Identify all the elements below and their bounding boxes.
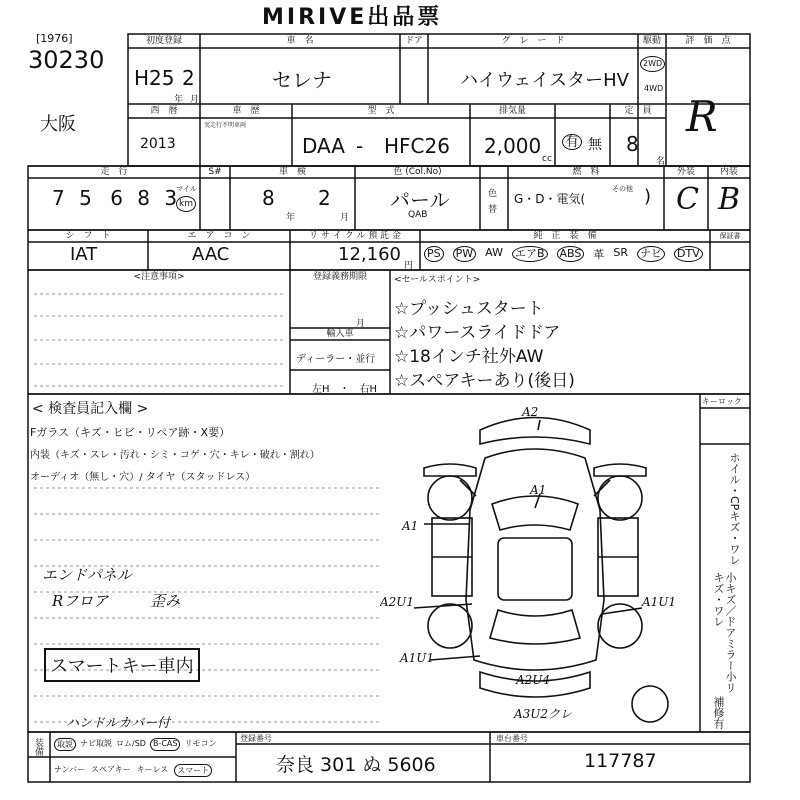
equip-airbag: エアB <box>512 246 548 262</box>
reg-number: 奈良 301 ぬ 5606 <box>276 754 436 776</box>
capacity-value: 8 <box>626 132 639 156</box>
equip-aw: AW <box>485 246 503 259</box>
damage-mark: A2U1 <box>380 595 415 609</box>
footer-equip-label: 装備 <box>33 738 43 756</box>
model-code: HFC26 <box>384 134 450 158</box>
mileage-label: 走 行 <box>100 167 128 177</box>
model-dash: - <box>356 134 364 158</box>
smartkey-note: スマートキー車内 <box>44 648 200 682</box>
footer-equip-item: ナビ取説 <box>80 739 112 748</box>
first-reg-era: H25 <box>134 66 175 90</box>
recycle-value: 12,160 <box>338 244 401 265</box>
inspector-line: Fガラス（キズ・ヒビ・リペア跡・X要） <box>30 426 231 439</box>
lot-location: 大阪 <box>40 114 76 135</box>
first-reg-tsuki: 月 <box>190 95 200 105</box>
shift-label: シ フ ト <box>65 231 111 241</box>
ac-value: AAC <box>192 244 230 265</box>
color-code: QAB <box>408 210 428 220</box>
footer-equip-item: B-CAS <box>150 738 181 751</box>
score-value: R <box>686 92 718 141</box>
ext-grade: C <box>676 182 699 217</box>
capacity-unit: 名 <box>656 157 666 167</box>
repaint-label: 色替 <box>488 189 498 215</box>
mileage-digit: 8 <box>137 186 153 210</box>
color-value: パール <box>390 188 450 212</box>
model-year: 2013 <box>140 136 176 152</box>
fuel-other: その他 <box>612 185 633 193</box>
damage-mark: A1U1 <box>400 651 435 665</box>
equip-sr: SR <box>613 246 629 259</box>
mileage-digits <box>52 186 179 210</box>
handwritten-note: エンドパネル <box>42 566 132 584</box>
lot-year: [1976] <box>36 32 73 45</box>
drive-2wd: 2WD <box>640 56 665 72</box>
car-damage-diagram <box>380 400 690 730</box>
inspection-nen: 年 <box>286 213 296 223</box>
color-label: 色 (Col.No) <box>393 167 442 177</box>
sales-point: ☆パワースライドドア <box>394 323 561 343</box>
damage-mark: A1U1 <box>642 595 677 609</box>
damage-mark: A2 <box>522 405 539 419</box>
expiry-month: 月 <box>356 319 366 329</box>
mileage-mile: マイル <box>176 185 197 193</box>
footer-equip-item: ロム/SD <box>116 739 146 748</box>
year-label: 西 暦 <box>150 106 178 116</box>
footer-equip-row2 <box>54 764 212 777</box>
model-label: 型 式 <box>367 106 395 116</box>
attention-label: <注意事項> <box>133 272 185 282</box>
sidebar-text: ホイル・CPキズ・ワレ <box>728 452 741 566</box>
footer-equip-item: リモコン <box>184 739 217 748</box>
sidebar-text: 補修有 <box>712 696 725 729</box>
door-label: ドア <box>405 36 423 46</box>
footer-equip-item: スペアキー <box>91 765 131 774</box>
car-name-label: 車 名 <box>286 36 314 46</box>
warranty-label: 保証書 <box>719 232 741 240</box>
handle-side: 左H ・ 右H <box>312 384 378 395</box>
inspector-line: オーディオ（無し・穴）/ タイヤ（スタッドレス） <box>30 472 256 483</box>
sales-point: ☆18インチ社外AW <box>394 347 544 367</box>
inspection-label: 車 検 <box>278 167 306 177</box>
first-reg-label: 初度登録 <box>145 36 182 46</box>
ac-label: エ ア コ ン <box>187 231 251 241</box>
mileage-digit: 6 <box>110 186 125 210</box>
damage-mark: A2U4 <box>516 673 551 687</box>
fuel-close: ) <box>644 186 652 207</box>
handle-cover-note: ハンドルカバー付 <box>66 716 171 731</box>
equip-dtv: DTV <box>674 246 703 262</box>
lot-number: 30230 <box>28 46 105 74</box>
car-name: セレナ <box>272 68 332 92</box>
inspection-month: 2 <box>318 186 331 210</box>
first-reg-nen: 年 <box>174 95 184 105</box>
cc-label: 排気量 <box>498 106 526 116</box>
equip-pw: PW <box>453 246 477 262</box>
score-label: 評 価 点 <box>685 36 731 46</box>
mileage-digit: 3 <box>164 186 180 210</box>
cc-unit: cc <box>542 154 552 164</box>
fuel-label: 燃 料 <box>572 167 600 177</box>
equip-abs: ABS <box>557 246 585 262</box>
reg-label: 登録番号 <box>240 734 272 743</box>
sharyo-label: S# <box>208 167 222 177</box>
equip-label: 純 正 装 備 <box>533 231 597 241</box>
import-label: 輸入車 <box>326 329 354 339</box>
ext-label: 外装 <box>676 167 695 177</box>
inspection-tsuki: 月 <box>340 213 350 223</box>
sheet-title: MIRIVE出品票 <box>262 5 443 30</box>
shift-value: IAT <box>70 244 98 265</box>
footer-equip-row1 <box>54 738 216 751</box>
equip-leather: 革 <box>593 248 605 261</box>
equip-ps: PS <box>424 246 444 262</box>
model-prefix: DAA <box>302 134 345 158</box>
dealer-parallel: ディーラー・並行 <box>296 354 376 365</box>
footer-equip-item: ナンバー <box>54 765 86 774</box>
recycle-yen: 円 <box>404 261 414 271</box>
footer-equip-item: 取説 <box>54 738 76 751</box>
sales-point: ☆プッシュスタート <box>394 299 544 319</box>
sidebar-text: 小キズ／ドアミラー小リキズ・ワレ <box>712 572 737 693</box>
handwritten-note: Rフロア <box>52 592 109 610</box>
damage-mark: A1 <box>530 483 547 497</box>
recycle-label: リ サ イ ク ル 預 託 金 <box>308 231 402 241</box>
expiry-label: 登録義務期限 <box>312 272 367 282</box>
equip-list <box>424 246 703 262</box>
grade-label: グ レ ー ド <box>501 36 565 46</box>
history-label: 車 歴 <box>232 106 260 116</box>
inspection-year: 8 <box>262 186 275 210</box>
sales-point: ☆スペアキーあり(後日) <box>394 371 575 391</box>
drive-4wd: 4WD <box>644 84 664 93</box>
footer-equip-item: キーレス <box>136 765 169 774</box>
chassis-number: 117787 <box>584 750 657 772</box>
displacement: 2,000 <box>484 134 542 158</box>
turbo-yes: 有 <box>562 134 582 150</box>
int-label: 内装 <box>719 167 738 177</box>
chassis-label: 車台番号 <box>496 734 528 743</box>
mileage-digit: 7 <box>52 186 67 210</box>
first-reg-month: 2 <box>182 66 195 90</box>
handwritten-note: 歪み <box>150 592 181 610</box>
inspector-line: 内装（キズ・スレ・汚れ・シミ・コゲ・穴・キレ・破れ・割れ） <box>30 450 320 461</box>
keylock-label: キーロック <box>702 397 742 406</box>
mileage-digit: 5 <box>79 186 94 210</box>
damage-mark: A1 <box>402 519 419 533</box>
footer-equip-item: スマート <box>174 764 212 777</box>
drive-label: 駆動 <box>642 36 661 46</box>
inspector-label: < 検査員記入欄 > <box>32 401 149 417</box>
damage-mark: A3U2クレ <box>514 707 573 721</box>
grade: ハイウェイスターHV <box>460 70 629 91</box>
equip-navi: ナビ <box>637 246 665 262</box>
mileage-km: km <box>176 196 196 212</box>
fuel-options: G・D・電気( <box>514 192 586 206</box>
sales-label: <セールスポイント> <box>394 275 481 285</box>
capacity-label: 定 員 <box>624 106 652 116</box>
int-grade: B <box>718 182 741 217</box>
history-value: 実走行不明車両 <box>204 122 247 129</box>
turbo-no: 無 <box>588 137 602 153</box>
